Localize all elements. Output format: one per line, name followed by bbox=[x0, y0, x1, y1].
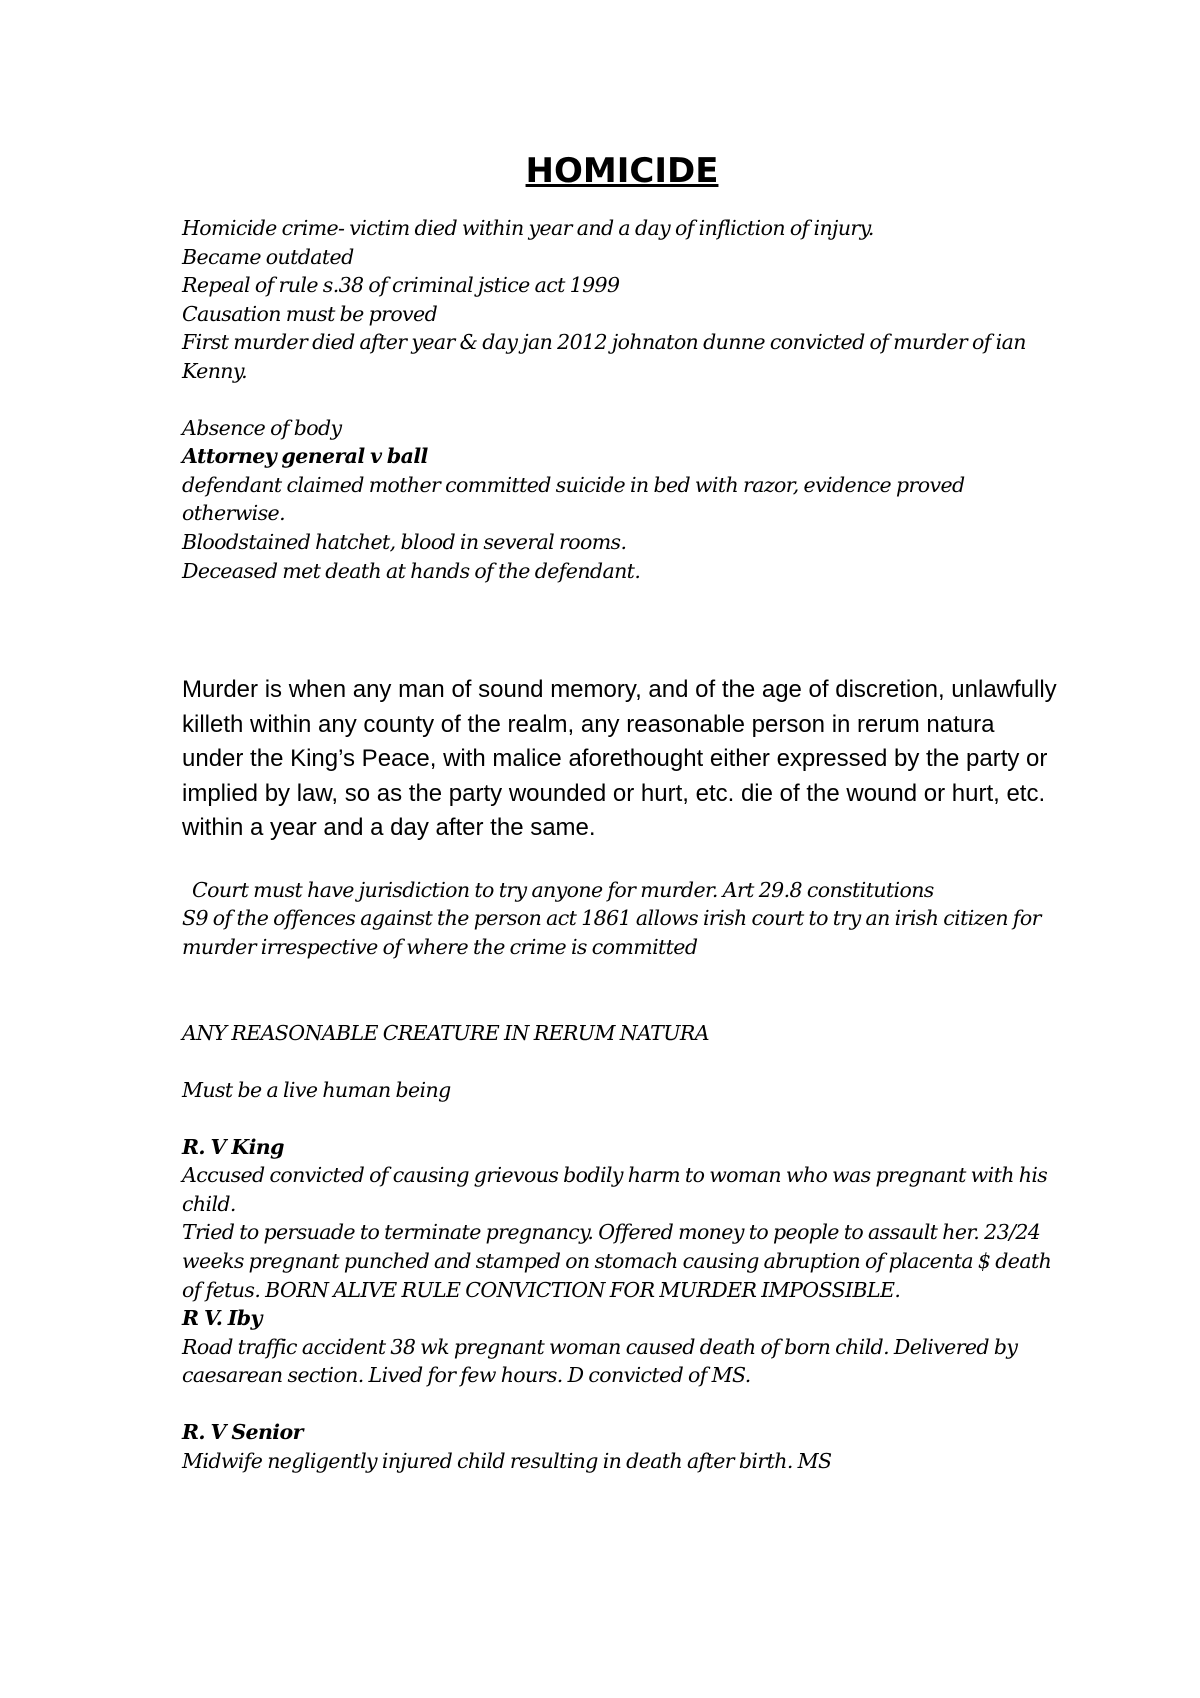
case-line: Bloodstained hatchet, blood in several rooms. bbox=[182, 529, 627, 554]
creature-section bbox=[182, 1019, 1062, 1475]
section-subheading: Must be a live human being bbox=[182, 1078, 451, 1102]
case-name: Attorney general v ball bbox=[182, 444, 428, 469]
case-line: Midwife negligently injured child resulting in death after birth. MS bbox=[182, 1448, 832, 1473]
definition-text: Murder is when any man of sound memory, and of the age of discretion, unlawfully killeth within any county of the realm, any reasonable person in rerum natura under the King’s Peace, with malice aforethought either expressed by the party or implied by law, so as the party wounded or hurt, etc. die of the wound or hurt, etc. within a year and a day after the same. bbox=[182, 676, 1057, 842]
case-line: defendant claimed mother committed suicide in bed with razor, evidence proved otherwise. bbox=[182, 472, 965, 526]
section-heading: ANY REASONABLE CREATURE IN RERUM NATURA bbox=[182, 1021, 709, 1046]
intro-line: Causation must be proved bbox=[182, 301, 438, 326]
intro-line: Became outdated bbox=[182, 244, 354, 269]
case-line: Tried to persuade to terminate pregnancy. Offered money to people to assault her. 23/24 weeks pregnant punched and stamped on stomach causing abruption of placenta $ death of fetus. BORN ALIVE RULE CONVICTION FOR MURDER IMPOSSIBLE. bbox=[182, 1220, 1052, 1302]
page-title: HOMICIDE bbox=[525, 151, 719, 191]
case-line: Road traffic accident 38 wk pregnant woman caused death of born child. Delivered by caesarean section. Lived for few hours. D convicted of MS. bbox=[182, 1334, 1018, 1388]
case-name: R. V Senior bbox=[182, 1419, 303, 1444]
section-heading: Absence of body bbox=[182, 415, 342, 440]
intro-block bbox=[182, 214, 1062, 386]
intro-line: First murder died after year & day jan 2012 johnaton dunne convicted of murder of ian Kenny. bbox=[182, 330, 1026, 383]
case-name: R. V King bbox=[182, 1134, 284, 1159]
jurisdiction-block bbox=[182, 876, 1062, 962]
case-name: R V. Iby bbox=[182, 1306, 262, 1331]
intro-line: Homicide crime- victim died within year and a day of infliction of injury. bbox=[182, 216, 874, 240]
jurisdiction-line: Court must have jurisdiction to try anyone for murder. Art 29.8 constitutions bbox=[192, 877, 934, 902]
case-line: Deceased met death at hands of the defendant. bbox=[182, 558, 641, 583]
absence-of-body-section bbox=[182, 414, 1062, 586]
jurisdiction-line: S9 of the offences against the person act 1861 allows irish court to try an irish citizen for murder irrespective of where the crime is committed bbox=[182, 906, 1041, 959]
document-page bbox=[182, 150, 1062, 1475]
intro-line: Repeal of rule s.38 of criminal jstice act 1999 bbox=[182, 273, 620, 298]
murder-definition bbox=[182, 673, 1062, 846]
case-line: Accused convicted of causing grievous bodily harm to woman who was pregnant with his child. bbox=[182, 1163, 1048, 1216]
